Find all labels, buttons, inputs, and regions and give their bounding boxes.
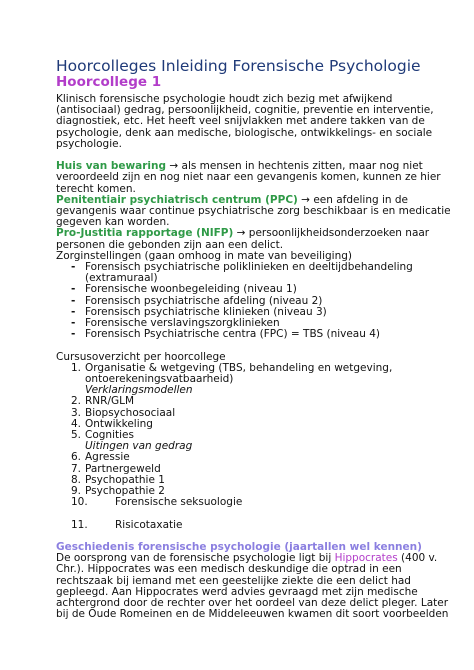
term-paragraph — [56, 195, 452, 229]
list-item-text: Biopsychosociaal — [85, 406, 176, 419]
list-number: 5. — [71, 429, 82, 442]
history-paragraph — [56, 553, 452, 620]
dash-bullet: - — [71, 294, 76, 307]
arrow-icon: → — [233, 227, 249, 240]
list-item-text: Forensisch Psychiatrische centra (FPC) = TBS (niveau 4) — [85, 328, 381, 341]
list-item-text: Cognities — [85, 429, 134, 442]
document-title: Hoorcolleges Inleiding Forensische Psychologie — [56, 57, 421, 75]
history-text: (400 v. Chr.). Hippocrates was een medisch deskundige die optrad in een rechtszaak bij iemand met een geestelijke ziekte die een delict had gepleegd. Aan Hippocrates werd advies gevraagd met zijn medische achtergrond door de rechter over het oordeel van deze delict pleger. Later bij de Oude Romeinen en de Middeleeuwen kwamen dit soort voorbeelden — [56, 552, 449, 621]
list-item-text: Partnergeweld — [85, 462, 161, 475]
list-item-text: Forensische woonbegeleiding (niveau 1) — [85, 283, 297, 296]
list-item-text: Forensisch psychiatrische klinieken (niveau 3) — [85, 305, 327, 318]
zorg-heading: Zorginstellingen (gaan omhoog in mate van beveiliging) — [56, 249, 353, 262]
term-paragraph — [56, 228, 452, 250]
lecture-heading: Hoorcollege 1 — [56, 74, 162, 90]
dash-bullet: - — [71, 261, 76, 274]
list-item-text: Forensische verslavingszorgklinieken — [85, 317, 280, 330]
list-item-text: Agressie — [85, 451, 130, 464]
list-subheading: Verklaringsmodellen — [85, 384, 193, 397]
dash-bullet: - — [71, 328, 76, 341]
dash-bullet: - — [71, 305, 76, 318]
list-number: 4. — [71, 417, 82, 430]
arrow-icon: → — [166, 160, 182, 173]
highlighted-name: Hippocrates — [334, 552, 398, 565]
list-item-text: Organisatie & wetgeving (TBS, behandeling en wetgeving, ontoerekeningsvatbaarheid) — [85, 361, 393, 386]
list-number: 8. — [71, 473, 82, 486]
term-paragraph — [56, 161, 452, 195]
list-number: 3. — [71, 406, 82, 419]
list-item-text: Risicotaxatie — [115, 518, 183, 531]
list-number: 9. — [71, 485, 82, 498]
list-number: 11. — [71, 518, 88, 531]
list-item-text: Ontwikkeling — [85, 417, 153, 430]
list-item — [56, 262, 452, 284]
term-name: Penitentiair psychiatrisch centrum (PPC) — [56, 193, 298, 206]
list-spacer — [56, 508, 452, 519]
list-number: 7. — [71, 462, 82, 475]
term-definition: als mensen in hechtenis zitten, maar nog niet veroordeeld zijn en nog niet naar een gevangenis komen, kunnen ze hier terecht komen. — [56, 160, 441, 195]
zorg-list — [56, 262, 452, 340]
term-definition: een afdeling in de gevangenis waar continue psychiatrische zorg beschikbaar is en medicatie gegeven kan worden. — [56, 193, 451, 229]
history-text: De oorsprong van de forensische psychologie ligt bij — [56, 552, 335, 565]
list-item-text: Forensisch psychiatrische poliklinieken en deeltijdbehandeling (extramuraal) — [85, 261, 413, 285]
list-item-text: Psychopathie 2 — [85, 485, 165, 498]
list-item — [56, 497, 452, 508]
list-item-text: Forensische seksuologie — [115, 496, 243, 509]
list-subheading: Uitingen van gedrag — [85, 440, 193, 453]
list-item — [56, 520, 452, 531]
list-item-text: Forensisch psychiatrische afdeling (niveau 2) — [85, 294, 323, 307]
intro-paragraph: Klinisch forensische psychologie houdt zich bezig met afwijkend (antisociaal) gedrag, persoonlijkheid, cognitie, preventie en interventie, diagnostiek, etc. Het heeft veel snijvlakken met andere takken van de psychologie, denk aan medische, biologische, ontwikkelings- en sociale psychologie. — [56, 93, 434, 150]
list-item-text: RNR/GLM — [85, 395, 135, 408]
list-number: 1. — [71, 361, 82, 374]
term-definition: persoonlijkheidsonderzoeken naar personen die gebonden zijn aan een delict. — [56, 227, 430, 251]
list-number: 6. — [71, 451, 82, 464]
cursus-list — [56, 363, 452, 531]
list-item-text: Psychopathie 1 — [85, 473, 165, 486]
term-name: Pro-Justitia rapportage (NIFP) — [56, 227, 234, 240]
arrow-icon: → — [297, 193, 314, 206]
list-number: 10. — [71, 496, 88, 509]
list-number: 2. — [71, 395, 82, 408]
list-item — [56, 363, 452, 385]
dash-bullet: - — [71, 283, 76, 296]
term-name: Huis van bewaring — [56, 160, 167, 173]
list-item — [56, 329, 452, 340]
dash-bullet: - — [71, 317, 76, 330]
cursus-heading: Cursusoverzicht per hoorcollege — [56, 350, 226, 363]
history-heading: Geschiedenis forensische psychologie (jaartallen wel kennen) — [56, 541, 422, 554]
document-body — [56, 94, 452, 620]
